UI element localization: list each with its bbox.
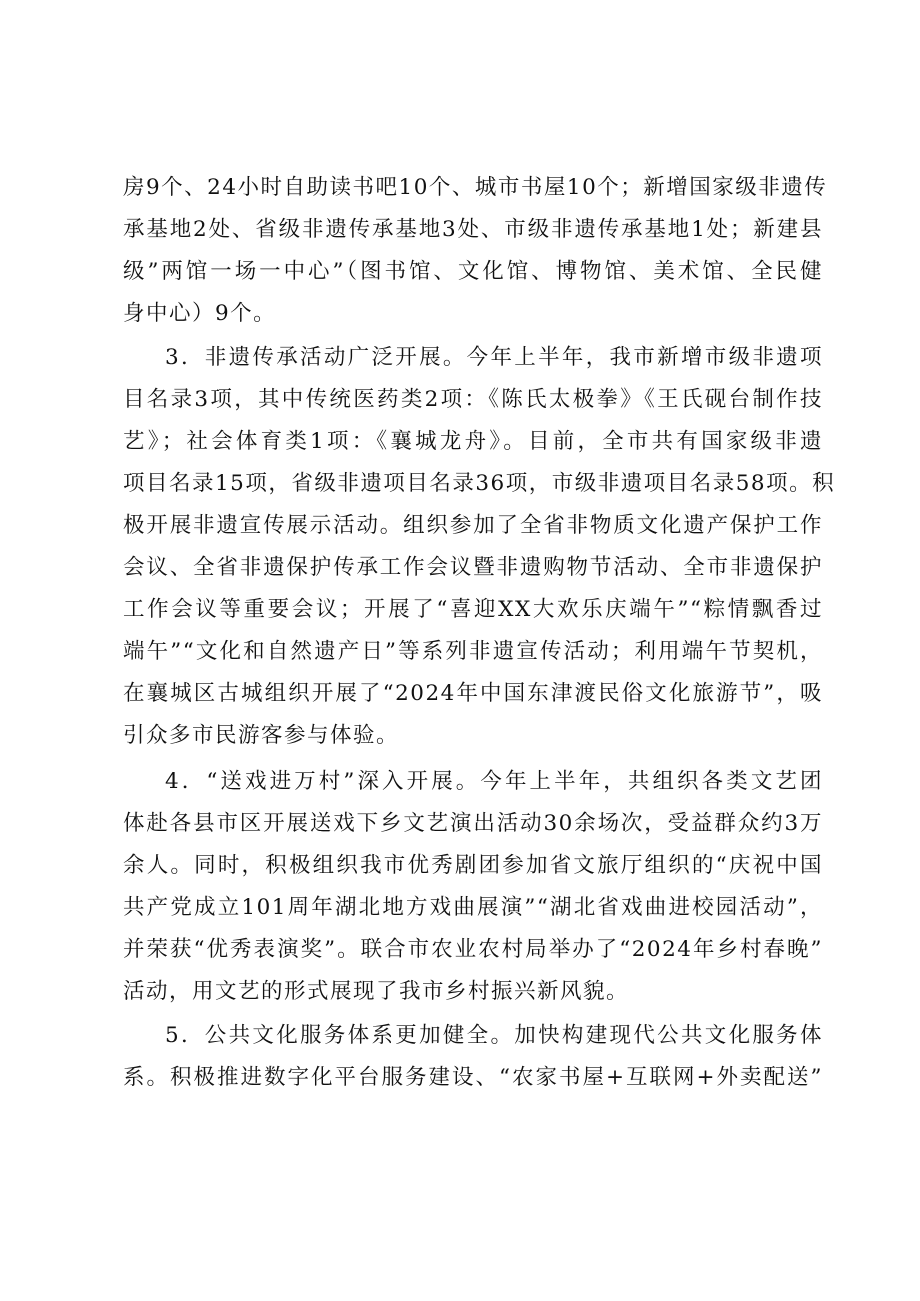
text-line: 房9个、24小时自助读书吧10个、城市书屋10个；新增国家级非遗传	[123, 175, 828, 200]
text-line: 活动，用文艺的形式展现了我市乡村振兴新风貌。	[123, 979, 630, 1004]
text-line: 共产党成立101周年湖北地方戏曲展演”“湖北省戏曲进校园活动”，	[123, 895, 823, 920]
text-line: 承基地2处、省级非遗传承基地3处、市级非遗传承基地1处；新建县	[123, 217, 823, 242]
text-line: 目名录3项，其中传统医药类2项：《陈氏太极拳》《王氏砚台制作技	[123, 387, 823, 412]
text-line: 系。积极推进数字化平台服务建设、“农家书屋+互联网+外卖配送”	[123, 1065, 823, 1090]
text-line: 身中心）9个。	[123, 301, 277, 326]
text-line: 并荣获“优秀表演奖”。联合市农业农村局举办了“2024年乡村春晚”	[123, 937, 823, 962]
text-line: 会议、全省非遗保护传承工作会议暨非遗购物节活动、全市非遗保护	[123, 555, 823, 580]
text-line: 级”两馆一场一中心”（图书馆、文化馆、博物馆、美术馆、全民健	[123, 259, 823, 284]
text-line: 5．公共文化服务体系更加健全。加快构建现代公共文化服务体	[165, 1023, 823, 1048]
text-line: 余人。同时，积极组织我市优秀剧团参加省文旅厅组织的“庆祝中国	[123, 853, 823, 878]
text-line: 工作会议等重要会议；开展了“喜迎XX大欢乐庆端午”“粽情飘香过	[123, 597, 823, 622]
text-line: 极开展非遗宣传展示活动。组织参加了全省非物质文化遗产保护工作	[123, 513, 823, 538]
text-line: 艺》；社会体育类1项：《襄城龙舟》。目前，全市共有国家级非遗	[123, 429, 823, 454]
text-line: 4．“送戏进万村”深入开展。今年上半年，共组织各类文艺团	[165, 769, 823, 794]
text-line: 在襄城区古城组织开展了“2024年中国东津渡民俗文化旅游节”，吸	[123, 681, 823, 706]
text-line: 3．非遗传承活动广泛开展。今年上半年，我市新增市级非遗项	[165, 345, 823, 370]
text-line: 项目名录15项，省级非遗项目名录36项，市级非遗项目名录58项。积	[123, 471, 836, 496]
text-line: 端午”“文化和自然遗产日”等系列非遗宣传活动；利用端午节契机，	[123, 639, 823, 664]
text-line: 引众多市民游客参与体验。	[123, 723, 400, 748]
text-line: 体赴各县市区开展送戏下乡文艺演出活动30余场次，受益群众约3万	[123, 811, 823, 836]
